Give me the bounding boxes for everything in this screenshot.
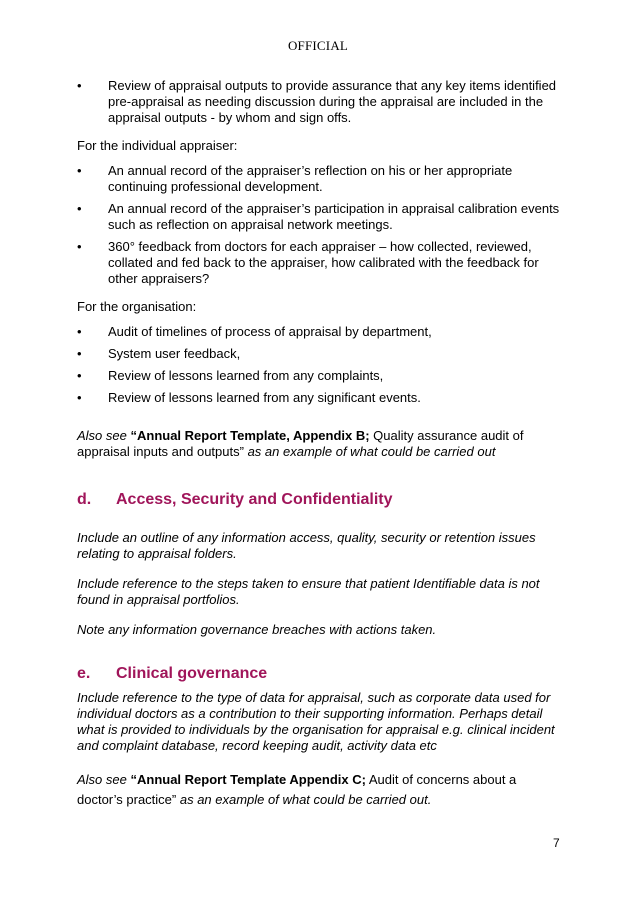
list-item <box>77 368 565 384</box>
see-also-appendix-b <box>77 428 565 460</box>
bullet-icon: • <box>77 239 82 254</box>
list-item <box>77 201 565 233</box>
appraiser-intro: For the individual appraiser: <box>77 138 238 153</box>
organisation-bullet-list <box>77 324 565 406</box>
bullet-icon: • <box>77 324 82 339</box>
section-d-heading <box>77 490 565 510</box>
section-d-para: Note any information governance breaches with actions taken. <box>77 622 437 637</box>
see-also-bold: “Annual Report Template, Appendix B; <box>130 428 370 443</box>
page-body <box>77 78 565 810</box>
top-bullet-list <box>77 78 565 126</box>
section-e-heading <box>77 664 565 684</box>
bullet-icon: • <box>77 163 82 178</box>
list-item <box>77 163 565 195</box>
appraiser-bullet-list <box>77 163 565 287</box>
list-item-text: An annual record of the appraiser’s reflection on his or her appropriate continuing professional development. <box>108 163 513 194</box>
page-number: 7 <box>553 836 560 850</box>
list-item <box>77 239 565 287</box>
list-item-text: 360° feedback from doctors for each appraiser – how collected, reviewed, collated and fed back to the appraiser, how calibrated with the feedback for other appraisers? <box>108 239 539 286</box>
list-item-text: Review of lessons learned from any complaints, <box>108 368 384 383</box>
see-also-prefix: Also see <box>77 772 131 787</box>
section-e-para: Include reference to the type of data for appraisal, such as corporate data used for individual doctors as a contribution to their supporting information. Perhaps detail what is provided to individuals by the organisation for appraisal e.g. clinical incident and complaint database, record keeping audit, activity data etc <box>77 690 555 753</box>
bullet-icon: • <box>77 390 82 405</box>
list-item <box>77 390 565 406</box>
see-also-normal: Audit of concerns about a doctor’s practice” <box>77 772 517 807</box>
section-e-title: Clinical governance <box>116 665 268 682</box>
list-item-text: Review of lessons learned from any significant events. <box>108 390 421 405</box>
section-d-para: Include reference to the steps taken to ensure that patient Identifiable data is not found in appraisal portfolios. <box>77 576 540 607</box>
list-item-text: System user feedback, <box>108 346 241 361</box>
section-d-letter: d. <box>77 491 92 508</box>
bullet-icon: • <box>77 346 82 361</box>
list-item-text: An annual record of the appraiser’s participation in appraisal calibration events such as reflection on appraisal network meetings. <box>108 201 560 232</box>
see-also-normal: Quality assurance audit of appraisal inputs and outputs” <box>77 428 524 459</box>
see-also-suffix: as an example of what could be carried out <box>243 444 496 459</box>
bullet-icon: • <box>77 368 82 383</box>
list-item <box>77 324 565 340</box>
organisation-intro: For the organisation: <box>77 299 197 314</box>
list-item <box>77 346 565 362</box>
section-e-letter: e. <box>77 665 91 682</box>
bullet-icon: • <box>77 201 82 216</box>
section-d-para: Include an outline of any information access, quality, security or retention issues relating to appraisal folders. <box>77 530 536 561</box>
see-also-prefix: Also see <box>77 428 131 443</box>
see-also-suffix: as an example of what could be carried out. <box>176 792 432 807</box>
see-also-bold: “Annual Report Template Appendix C; <box>130 772 366 787</box>
list-item-text: Audit of timelines of process of appraisal by department, <box>108 324 432 339</box>
list-item <box>77 78 565 126</box>
list-item-text: Review of appraisal outputs to provide assurance that any key items identified pre-appraisal as needing discussion during the appraisal are included in the appraisal outputs - by whom and sign offs. <box>108 78 557 125</box>
classification-header: OFFICIAL <box>287 38 349 53</box>
section-d-title: Access, Security and Confidentiality <box>116 491 393 508</box>
see-also-appendix-c <box>77 770 565 810</box>
bullet-icon: • <box>77 78 82 93</box>
